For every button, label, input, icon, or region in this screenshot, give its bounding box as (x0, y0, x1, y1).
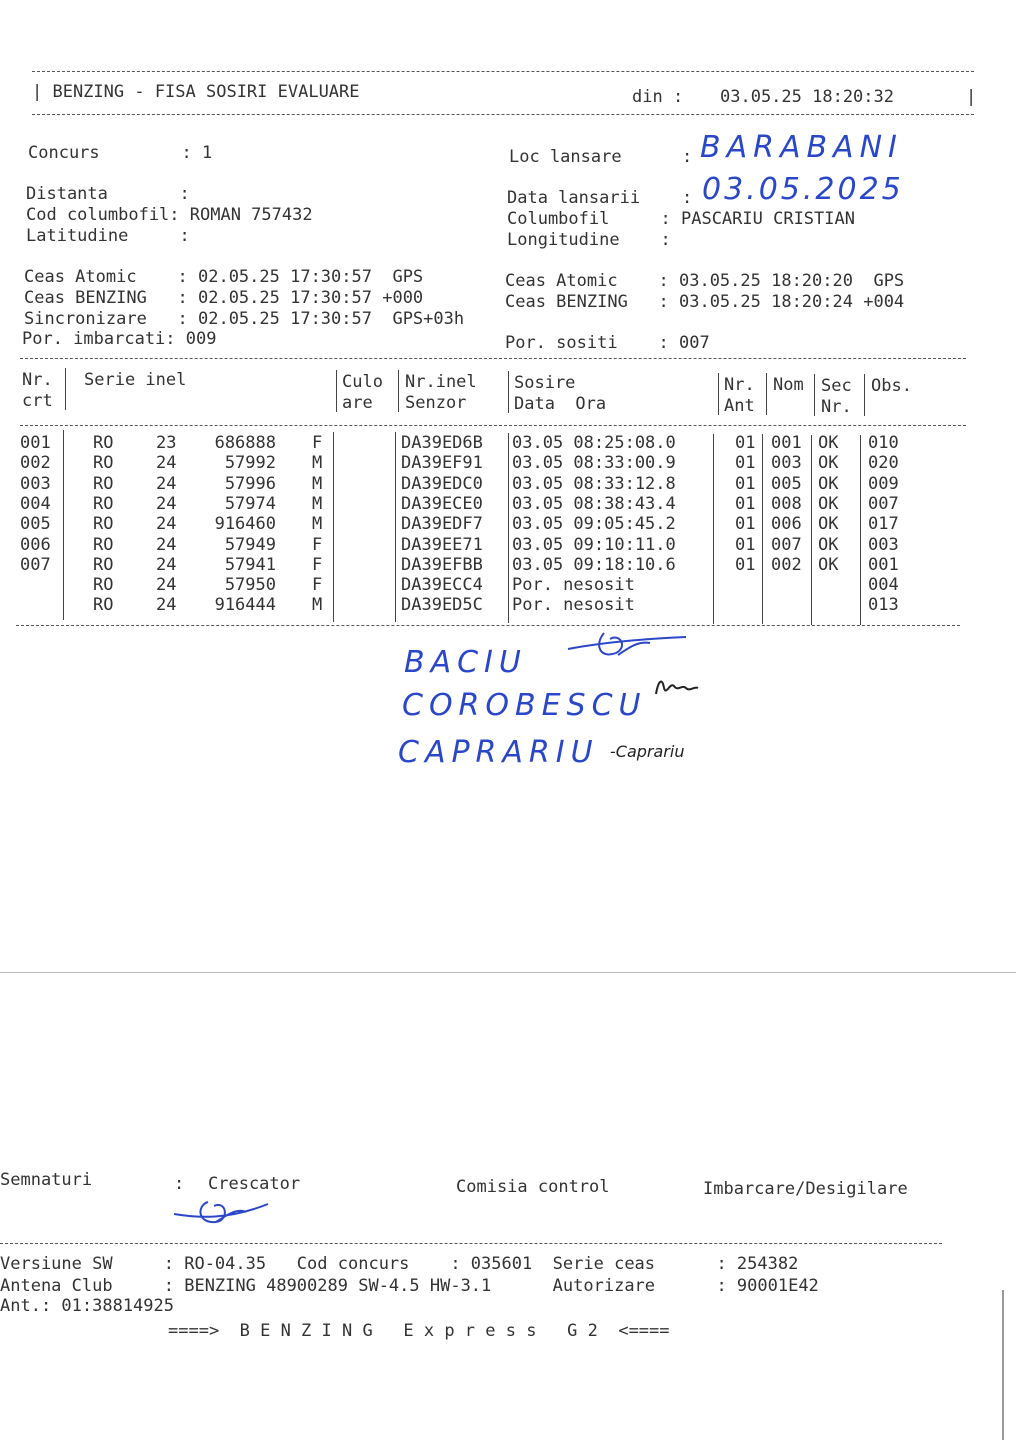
ceas-atomic-left: Ceas Atomic : 02.05.25 17:30:57 GPS (24, 267, 424, 287)
cell-obs: 017 (868, 514, 899, 535)
cell-country: RO (93, 473, 114, 494)
cell-country: RO (93, 453, 114, 474)
cell-country: RO (93, 514, 114, 535)
cell-sosire: 03.05 08:33:12.8 (512, 473, 676, 494)
cell-country: RO (93, 595, 114, 616)
cell-year: 24 (156, 453, 177, 474)
col-sosire-header: Sosire (514, 373, 576, 393)
loc-lansare-handwritten: BARABANI (700, 130, 903, 165)
cell-sosire: 03.05 08:33:00.9 (512, 453, 676, 474)
cell-nom: 005 (771, 473, 802, 494)
cell-obs: 001 (868, 554, 899, 575)
cod-columbofil-line: Cod columbofil: ROMAN 757432 (26, 205, 313, 225)
concurs-line: Concurs : 1 (28, 143, 213, 163)
col-obs-header: Obs. (871, 376, 912, 396)
cell-sosire: 03.05 09:18:10.6 (512, 554, 676, 575)
cell-year: 24 (156, 575, 177, 596)
cell-sex: M (312, 473, 323, 494)
cell-obs: 004 (868, 575, 899, 596)
cell-nr: 004 (20, 493, 51, 514)
cell-country: RO (93, 433, 114, 453)
ceas-atomic-right: Ceas Atomic : 03.05.25 18:20:20 GPS (505, 271, 905, 291)
cell-sex: M (312, 514, 323, 535)
data-lansarii-colon: : (682, 188, 693, 208)
cell-senzor: DA39EE71 (401, 534, 483, 555)
cell-sosire: Por. nesosit (512, 595, 635, 616)
cell-senzor: DA39EDC0 (401, 473, 483, 494)
body-sep (333, 432, 334, 622)
header-sep (718, 373, 719, 415)
footer-ant-line: Ant.: 01:38814925 (0, 1296, 174, 1316)
col-nrant-header: Nr. (724, 375, 755, 395)
cell-ant: 01 (735, 514, 756, 535)
cell-obs: 007 (868, 493, 899, 514)
body-sep (811, 435, 812, 625)
sincronizare-left: Sincronizare : 02.05.25 17:30:57 GPS+03h (24, 309, 465, 329)
cell-year: 24 (156, 514, 177, 535)
cell-country: RO (93, 575, 114, 596)
footer-dashed-line (0, 1243, 942, 1244)
cell-sex: M (312, 595, 323, 616)
cell-sec: OK (818, 493, 839, 514)
cell-sec: OK (818, 453, 839, 474)
fold-line (0, 972, 1016, 973)
scan-edge (1002, 1290, 1004, 1440)
body-sep (762, 434, 763, 624)
cell-nr: 006 (20, 534, 51, 555)
cell-senzor: DA39ED5C (401, 595, 483, 616)
cell-sex: M (312, 453, 323, 474)
table-top-dashed-line (20, 358, 966, 359)
ceas-benzing-left: Ceas BENZING : 02.05.25 17:30:57 +000 (24, 288, 424, 308)
cell-ring-number: 916444 (214, 595, 276, 616)
col-nom-header: Nom (773, 375, 804, 395)
semnaturi-label: Semnaturi (0, 1170, 93, 1190)
cell-senzor: DA39ECC4 (401, 575, 483, 596)
cell-ring-number: 57974 (224, 493, 276, 514)
header-sep (398, 370, 399, 412)
cell-senzor: DA39EDF7 (401, 514, 483, 535)
cell-nr: 003 (20, 473, 51, 494)
cell-ring-number: 57950 (224, 575, 276, 596)
cell-senzor: DA39EFBB (401, 554, 483, 575)
cell-nom: 006 (771, 514, 802, 535)
cell-ring-number: 57941 (224, 554, 276, 575)
cell-sec: OK (818, 514, 839, 535)
cell-senzor: DA39ECE0 (401, 493, 483, 514)
col-serie-header: Serie inel (84, 370, 187, 390)
footer-versiune-line: Versiune SW : RO-04.35 Cod concurs : 035601 Serie ceas : 254382 (0, 1254, 799, 1274)
ceas-benzing-right: Ceas BENZING : 03.05.25 18:20:24 +004 (505, 292, 905, 312)
cell-obs: 010 (868, 433, 899, 453)
cell-year: 24 (156, 534, 177, 555)
cell-nom: 008 (771, 493, 802, 514)
columbofil-line: Columbofil : PASCARIU CRISTIAN (507, 209, 855, 229)
handwritten-signature-3: -Caprariu (610, 742, 685, 761)
body-sep (63, 430, 64, 620)
col-sec-header: Sec (821, 376, 852, 396)
initials-mark-icon (650, 672, 710, 702)
data-lansarii-handwritten: 03.05.2025 (702, 172, 904, 207)
footer-antena-line: Antena Club : BENZING 48900289 SW-4.5 HW-3.1 Autorizare : 90001E42 (0, 1276, 819, 1296)
body-sep (508, 433, 509, 623)
cell-sex: F (312, 433, 323, 453)
cell-ring-number: 57949 (224, 534, 276, 555)
cell-obs: 020 (868, 453, 899, 474)
porumbei-sositi: Por. sositi : 007 (505, 333, 710, 353)
cell-nom: 002 (771, 554, 802, 575)
body-sep (713, 434, 714, 624)
top-dashed-line (32, 71, 974, 72)
col-ant-header: Ant (724, 396, 755, 416)
cell-sex: M (312, 493, 323, 514)
table-header-dashed-line (20, 425, 966, 426)
cell-country: RO (93, 534, 114, 555)
signature-mark-icon (560, 625, 700, 670)
cell-nom: 001 (771, 433, 802, 453)
header-sep (508, 371, 509, 413)
crescator-label: Crescator (208, 1174, 301, 1194)
header-sep (864, 374, 865, 416)
crescator-signature-icon (168, 1190, 288, 1235)
loc-lansare-colon: : (682, 147, 693, 167)
cell-senzor: DA39EF91 (401, 453, 483, 474)
header-sep (814, 374, 815, 416)
cell-ring-number: 57992 (224, 453, 276, 474)
cell-country: RO (93, 554, 114, 575)
cell-sex: F (312, 575, 323, 596)
cell-ant: 01 (735, 473, 756, 494)
handwritten-name-3: CAPRARIU (398, 735, 599, 770)
loc-lansare-label: Loc lansare (509, 147, 622, 167)
cell-sosire: 03.05 09:10:11.0 (512, 534, 676, 555)
cell-country: RO (93, 493, 114, 514)
body-sep (395, 432, 396, 622)
cell-ring-number: 686888 (214, 433, 276, 453)
porumbei-imbarcati: Por. imbarcati: 009 (22, 329, 217, 349)
cell-obs: 009 (868, 473, 899, 494)
cell-nom: 003 (771, 453, 802, 474)
col-crt-header: crt (22, 391, 53, 411)
col-nr-header: Nr. (22, 370, 53, 390)
cell-sosire: 03.05 08:25:08.0 (512, 433, 676, 453)
cell-nr: 001 (20, 433, 51, 453)
body-sep (860, 435, 861, 625)
header-sep (65, 368, 66, 410)
document-title: | BENZING - FISA SOSIRI EVALUARE (32, 82, 360, 102)
col-secnr-header: Nr. (821, 397, 852, 417)
cell-sosire: 03.05 09:05:45.2 (512, 514, 676, 535)
cell-nr: 007 (20, 554, 51, 575)
header-dashed-line (32, 114, 974, 115)
data-lansarii-label: Data lansarii (507, 188, 641, 208)
col-culoare-header-2: are (342, 393, 373, 413)
cell-nr: 005 (20, 514, 51, 535)
cell-sec: OK (818, 534, 839, 555)
cell-ant: 01 (735, 534, 756, 555)
cell-obs: 013 (868, 595, 899, 616)
cell-sosire: 03.05 08:38:43.4 (512, 493, 676, 514)
header-end-bar: | (966, 87, 977, 107)
cell-sex: F (312, 554, 323, 575)
cell-senzor: DA39ED6B (401, 433, 483, 453)
longitudine-line: Longitudine : (507, 230, 671, 250)
cell-year: 24 (156, 554, 177, 575)
table-bottom-dashed-line (16, 625, 960, 626)
handwritten-name-1: BACIU (404, 645, 527, 680)
semnaturi-colon: : (174, 1174, 185, 1194)
cell-ant: 01 (735, 493, 756, 514)
cell-ring-number: 57996 (224, 473, 276, 494)
col-nrinel-header: Nr.inel (405, 372, 477, 392)
cell-sex: F (312, 534, 323, 555)
col-senzor-header: Senzor (405, 393, 467, 413)
header-sep (766, 373, 767, 415)
cell-ant: 01 (735, 433, 756, 453)
cell-year: 24 (156, 493, 177, 514)
cell-year: 24 (156, 473, 177, 494)
imbarcare-label: Imbarcare/Desigilare (703, 1179, 908, 1199)
din-value: 03.05.25 18:20:32 (720, 87, 894, 107)
footer-benzing-banner: ====> B E N Z I N G E x p r e s s G 2 <==== (168, 1321, 670, 1341)
col-culoare-header: Culo (342, 372, 383, 392)
cell-ant: 01 (735, 453, 756, 474)
cell-sec: OK (818, 473, 839, 494)
cell-obs: 003 (868, 534, 899, 555)
distanta-line: Distanta : (26, 184, 190, 204)
cell-sosire: Por. nesosit (512, 575, 635, 596)
cell-year: 24 (156, 595, 177, 616)
cell-sec: OK (818, 433, 839, 453)
cell-nom: 007 (771, 534, 802, 555)
col-data-ora-header: Data Ora (514, 394, 607, 414)
cell-sec: OK (818, 554, 839, 575)
cell-year: 23 (156, 433, 177, 453)
handwritten-name-2: COROBESCU (402, 688, 647, 723)
cell-ring-number: 916460 (214, 514, 276, 535)
cell-ant: 01 (735, 554, 756, 575)
comisia-label: Comisia control (456, 1177, 610, 1197)
din-label: din : (632, 87, 684, 107)
header-sep (336, 370, 337, 412)
cell-nr: 002 (20, 453, 51, 474)
latitudine-line: Latitudine : (26, 226, 190, 246)
